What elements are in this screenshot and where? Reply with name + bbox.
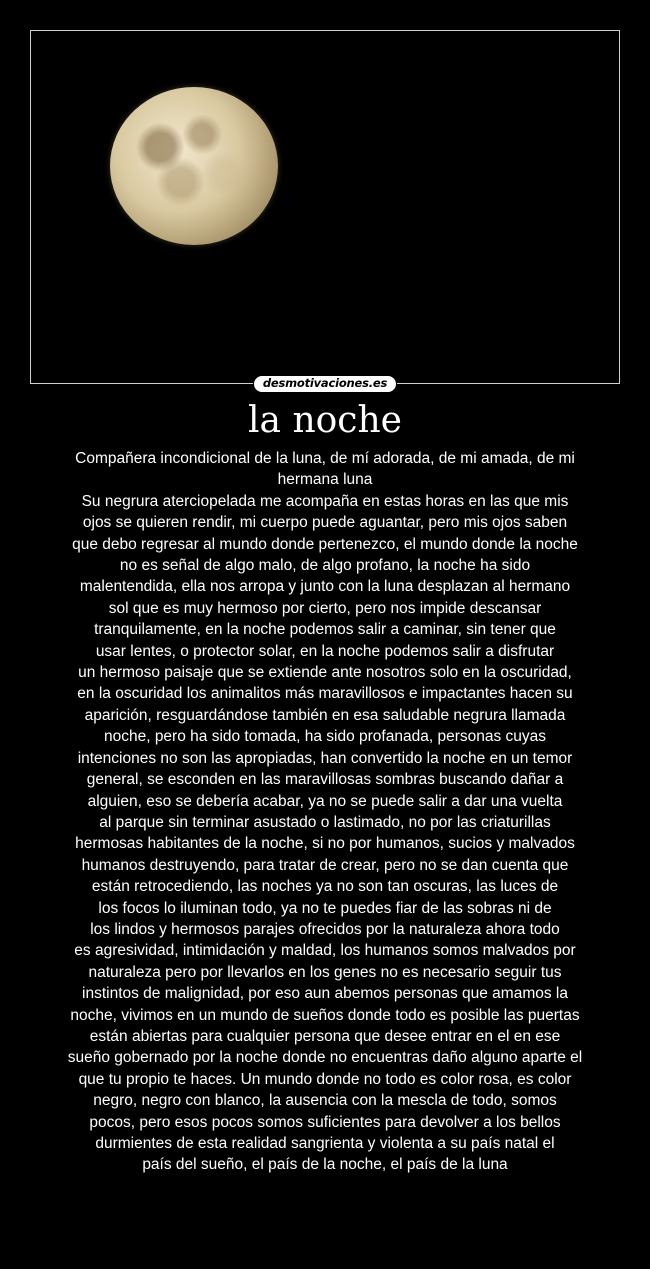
body-text-line: sueño gobernado por la noche donde no encuentras daño alguno aparte el — [67, 1049, 583, 1067]
poster-image-frame — [30, 30, 620, 384]
watermark-container — [0, 375, 650, 393]
body-text-line: negro, negro con blanco, la ausencia con la mescla de todo, somos — [93, 1092, 557, 1110]
body-text-line: intenciones no son las apropiadas, han convertido la noche en un temor — [77, 749, 573, 767]
body-text-line: están abiertas para cualquier persona que desee entrar en el en ese — [89, 1027, 561, 1045]
body-text-line: país del sueño, el país de la noche, el país de la luna — [142, 1156, 508, 1174]
body-text-line: durmientes de esta realidad sangrienta y violenta a su país natal el — [95, 1135, 555, 1152]
body-text-line: hermana luna — [277, 471, 373, 489]
body-text-line: general, se esconden en las maravillosas sombras buscando dañar a — [86, 771, 564, 789]
body-text-line: aparición, resguardándose también en esa saludable negrura llamada — [84, 706, 566, 724]
body-text-line: malentendida, ella nos arropa y junto con la luna desplazan al hermano — [79, 578, 571, 596]
body-text-line: humanos destruyendo, para tratar de crear, pero no se dan cuenta que — [81, 856, 569, 874]
body-text-line: usar lentes, o protector solar, en la noche podemos salir a disfrutar — [95, 642, 555, 660]
body-text-line: un hermoso paisaje que se extiende ante nosotros solo en la oscuridad, — [78, 664, 572, 682]
poster-title: la noche — [248, 400, 402, 441]
desmotivaciones-logo[interactable]: desmotivaciones.es — [253, 375, 397, 393]
body-text-line: tranquilamente, en la noche podemos salir a caminar, sin tener que — [94, 621, 556, 639]
body-text-line: Compañera incondicional de la luna, de mí adorada, de mi amada, de mi — [75, 450, 575, 467]
full-moon-image — [110, 87, 278, 245]
body-text-line: los lindos y hermosos parajes ofrecidos por la naturaleza ahora todo — [90, 920, 560, 938]
body-text-line: pocos, pero esos pocos somos suficientes para devolver a los bellos — [89, 1113, 561, 1131]
body-text-line: noche, pero ha sido tomada, ha sido profanada, personas cuyas — [103, 728, 547, 746]
body-text-line: Su negrura aterciopelada me acompaña en estas horas en las que mis — [81, 492, 569, 510]
body-text-line: están retrocediendo, las noches ya no son tan oscuras, las luces de — [91, 878, 559, 896]
body-text-line: noche, vivimos en un mundo de sueños donde todo es posible las puertas — [70, 1006, 580, 1024]
body-text-line: no es señal de algo malo, de algo profano, la noche ha sido — [119, 557, 531, 575]
body-text-line: naturaleza pero por llevarlos en los genes no es necesario seguir tus — [88, 963, 562, 981]
body-text-line: alguien, eso se debería acabar, ya no se puede salir a dar una vuelta — [87, 792, 563, 810]
body-text-line: en la oscuridad los animalitos más maravillosos e impactantes hacen su — [77, 685, 573, 703]
poster-body-text — [34, 448, 616, 1176]
body-text-line: sol que es muy hermoso por cierto, pero nos impide descansar — [108, 599, 542, 617]
body-text-line: es agresividad, intimidación y maldad, los humanos somos malvados por — [74, 942, 576, 960]
body-text-line: ojos se quieren rendir, mi cuerpo puede aguantar, pero mis ojos saben — [82, 514, 568, 532]
body-text-line: hermosas habitantes de la noche, si no por humanos, sucios y malvados — [75, 835, 575, 853]
body-text-line: que debo regresar al mundo donde pertenezco, el mundo donde la noche — [72, 535, 578, 553]
body-text-line: instintos de malignidad, por eso aun abemos personas que amamos la — [82, 985, 568, 1003]
body-text-line: que tu propio te haces. Un mundo donde no todo es color rosa, es color — [78, 1070, 572, 1088]
body-text-line: los focos lo iluminan todo, ya no te puedes fiar de las sobras ni de — [98, 899, 552, 917]
body-text-line: al parque sin terminar asustado o lastimado, no por las criaturillas — [99, 813, 551, 831]
